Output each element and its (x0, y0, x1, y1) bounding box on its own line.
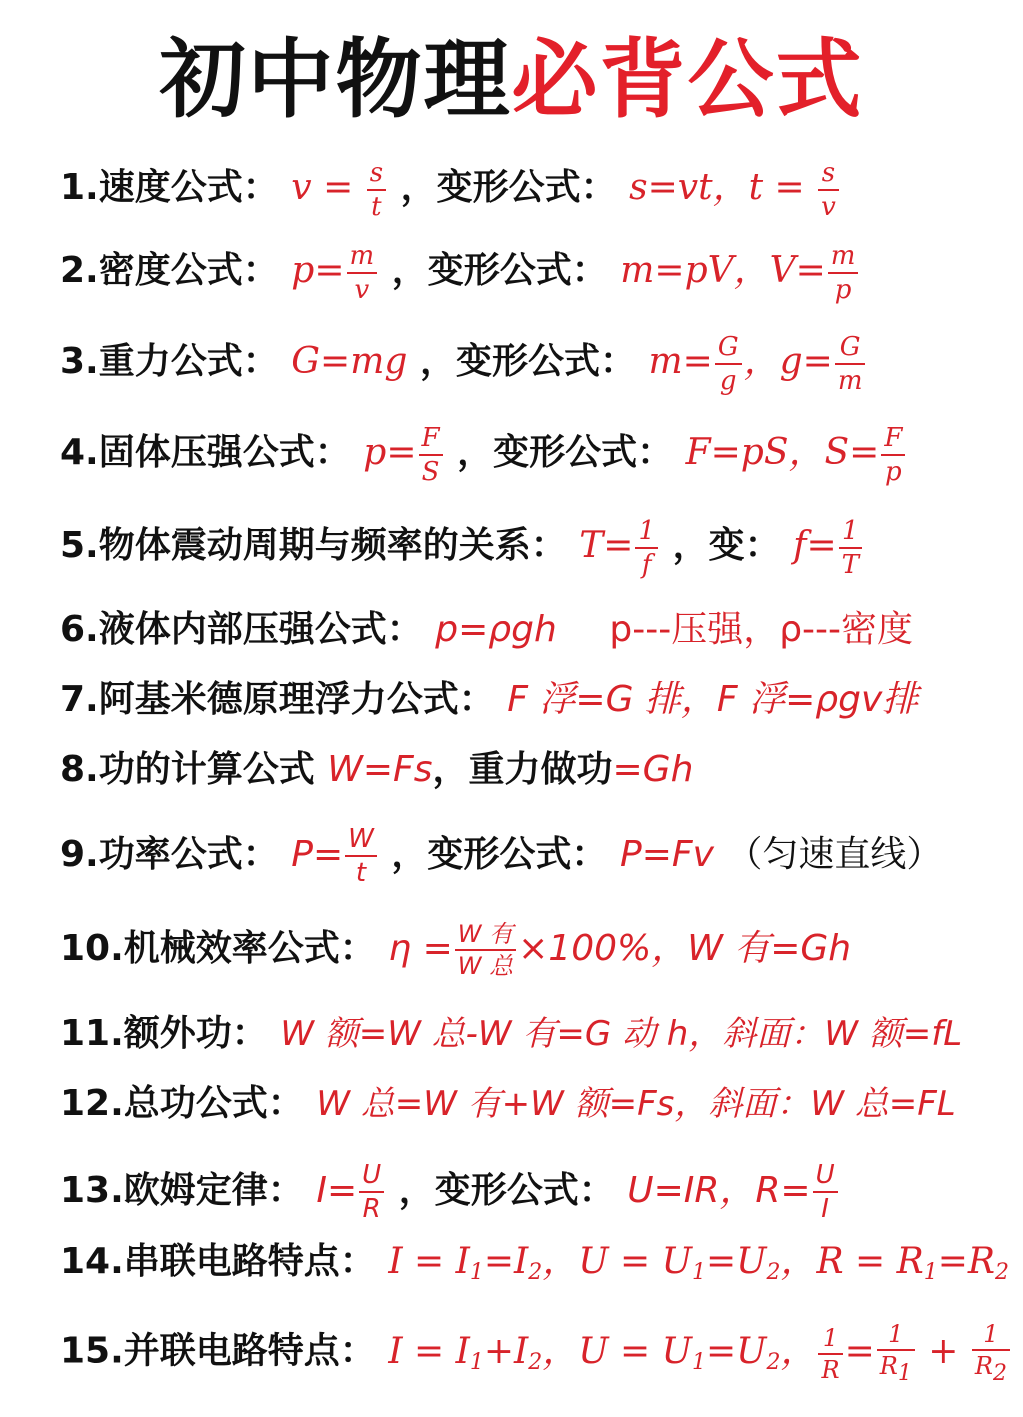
formula: p=ρgh (435, 609, 557, 650)
row-sep: ，变形公式： (457, 432, 674, 473)
formula-variant: m= $\frac{G}{g}$ ，g= $\frac{G}{m}$ (649, 341, 868, 382)
row-label: 5.物体震动周期与频率的关系： (60, 525, 567, 566)
row-label: 1.速度公式： (60, 167, 279, 208)
formula-row-4 (60, 425, 993, 485)
title-black: 初中物理 (159, 30, 512, 130)
formula: G=mg (291, 341, 408, 382)
row-label: 15.并联电路特点： (60, 1330, 376, 1372)
formula-variant: f= $\frac{1}{T}$ (793, 525, 864, 566)
row-sep: ，变形公式： (398, 1170, 615, 1211)
formula: I= $\frac{U}{R}$ (316, 1170, 386, 1211)
formula-row-9 (60, 826, 993, 886)
row-label: 7.阿基米德原理浮力公式： (60, 679, 495, 720)
row-sep: ，变形公式： (419, 341, 636, 382)
formula: T= $\frac{1}{f}$ (579, 525, 660, 566)
row-label: 8.功的计算公式 (60, 749, 328, 790)
row-label: 6.液体内部压强公式： (60, 609, 423, 650)
row-label: 9.功率公式： (60, 834, 279, 875)
formula: W 额=W 总-W 有=G 动 h，斜面：W 额=fL (280, 1014, 963, 1054)
page-title (0, 30, 1023, 130)
row-label: 13.欧姆定律： (60, 1170, 304, 1211)
formula: F 浮=G 排，F 浮=ρgv排 (507, 679, 919, 720)
formula-variant: m=pV，V= $\frac{m}{p}$ (620, 250, 860, 291)
row-mid: ，重力做功 (432, 749, 613, 790)
formula: $I = I_1+I_2$，$U = U_1=U_2$， $\frac{1}{R}$ = $\frac{1}{R_1}$ + $\frac{1}{R_2}$ (388, 1331, 1012, 1372)
formula: p= $\frac{F}{S}$ (363, 432, 444, 473)
formula-row-7 (60, 679, 993, 720)
row-label: 10.机械效率公式： (60, 928, 376, 969)
row-label: 3.重力公式： (60, 341, 279, 382)
row-sep: ，变形公式： (400, 167, 617, 208)
formula: W 总=W 有+W 额=Fs，斜面：W 总=FL (316, 1084, 956, 1124)
row-tail: （匀速直线） (726, 834, 943, 875)
formula-variant: U=IR，R= $\frac{U}{I}$ (627, 1170, 839, 1211)
formula-row-2 (60, 243, 993, 303)
formula: P= $\frac{W}{t}$ (291, 834, 379, 875)
formula-variant: s=vt，t = $\frac{s}{v}$ (629, 167, 841, 208)
formula-row-14 (60, 1241, 1010, 1285)
row-label: 12.总功公式： (60, 1083, 304, 1124)
formula-row-6 (60, 609, 993, 650)
row-sep: ，变形公式： (391, 250, 608, 291)
formula-row-5 (60, 518, 993, 578)
formula-variant: F=pS，S= $\frac{F}{p}$ (686, 432, 908, 473)
formula-variant: =Gh (612, 749, 694, 790)
formula-row-15 (60, 1320, 1007, 1386)
row-label: 11.额外功： (60, 1013, 268, 1054)
title-red: 必背公式 (511, 30, 864, 130)
formula-note: p---压强，ρ---密度 (609, 609, 914, 650)
row-label: 14.串联电路特点： (60, 1241, 376, 1282)
formula-row-12 (60, 1083, 993, 1124)
row-label: 2.密度公式： (60, 250, 279, 291)
row-label: 4.固体压强公式： (60, 432, 351, 473)
row-sep: ，变： (672, 525, 781, 566)
formula: $I = I_1=I_2$，$U = U_1=U_2$，$R = R_1=R_2$ (388, 1241, 1010, 1285)
formula-variant: P=Fv (619, 834, 714, 875)
formula-row-11 (60, 1013, 993, 1054)
formula-row-8 (60, 749, 993, 790)
formula-row-1 (60, 160, 993, 220)
row-sep: ，变形公式： (391, 834, 608, 875)
formula-row-3 (60, 334, 993, 394)
formula: η = $\frac{\text{W 有}}{\text{W 总}}$ ×100%，W 有=Gh (388, 920, 852, 980)
formula: p= $\frac{m}{v}$ (291, 250, 379, 291)
formula-row-13 (60, 1162, 993, 1222)
formula-row-10 (60, 922, 993, 978)
formula: v = $\frac{s}{t}$ (291, 167, 388, 208)
formula: W=Fs (327, 749, 433, 790)
